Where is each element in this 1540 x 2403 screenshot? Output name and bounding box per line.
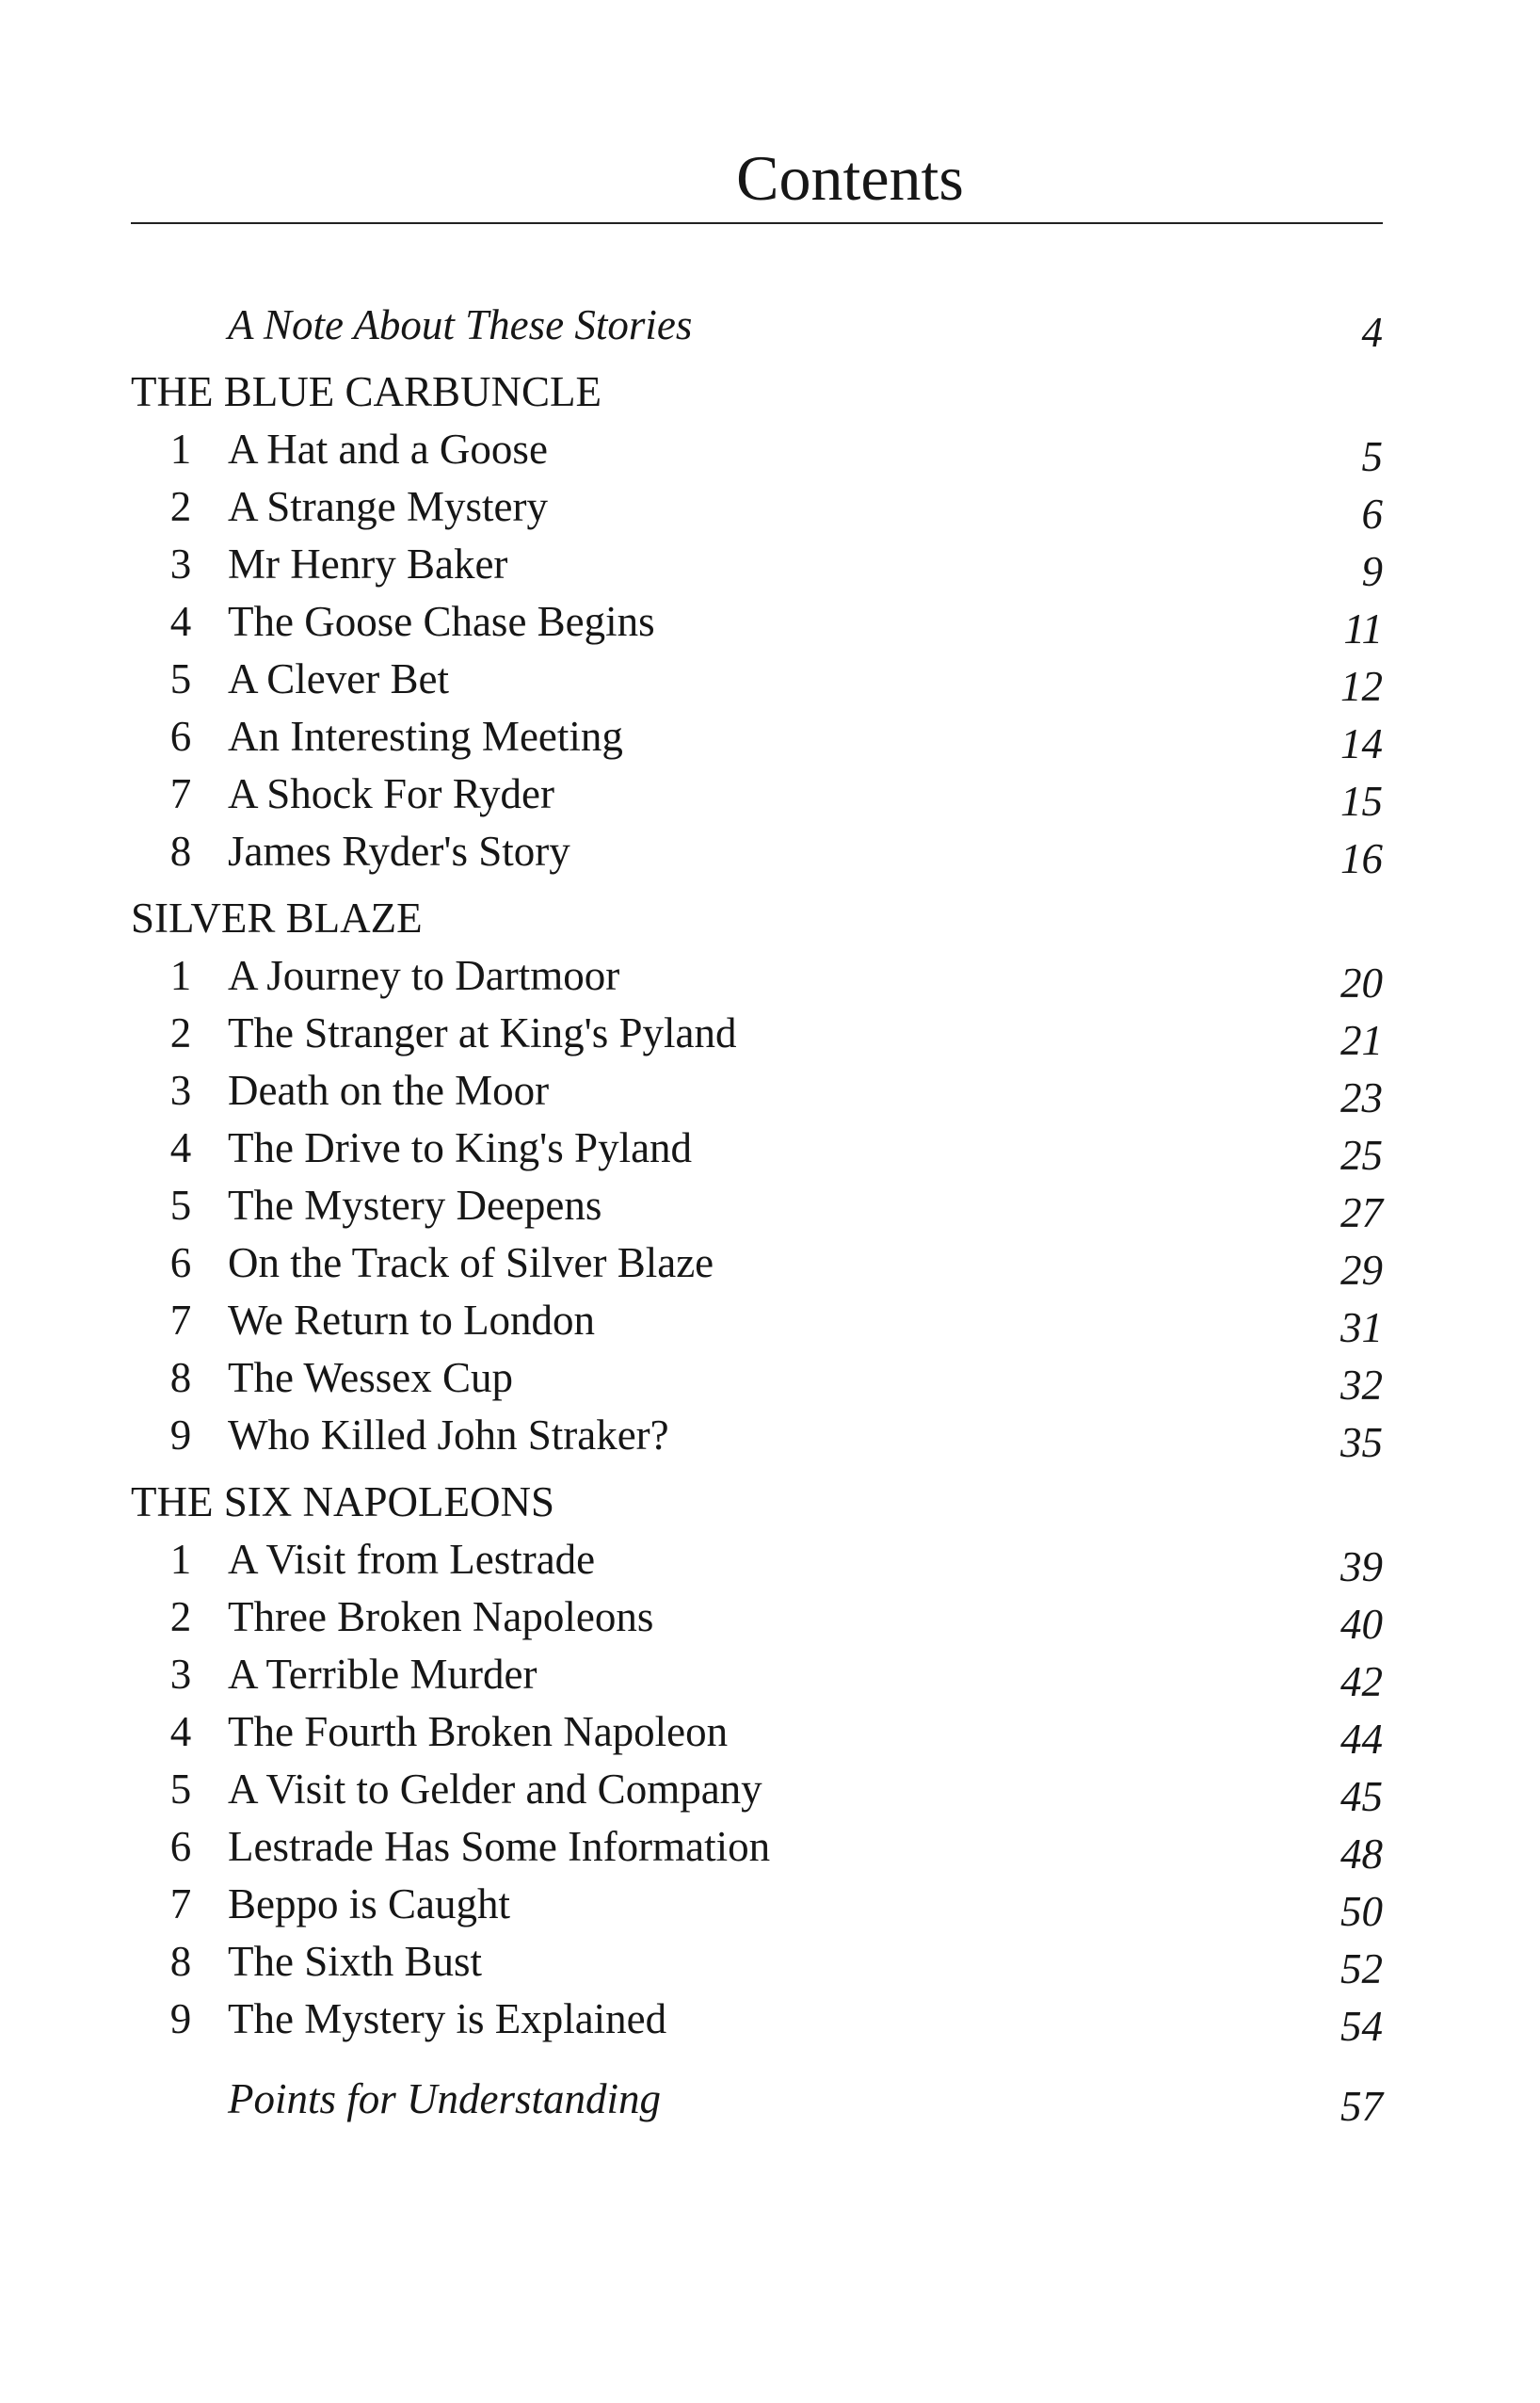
- toc-entry: [131, 1703, 1383, 1761]
- entry-title: A Visit from Lestrade: [228, 1536, 596, 1583]
- toc-section-heading: [131, 890, 1383, 947]
- toc-entry: [131, 1349, 1383, 1407]
- toc-entry: [131, 478, 1383, 536]
- toc-entry: [131, 766, 1383, 823]
- chapter-number: 1: [169, 426, 192, 473]
- toc-entry: [131, 536, 1383, 593]
- table-of-contents: [131, 297, 1383, 2128]
- toc-entry: [131, 1818, 1383, 1876]
- chapter-number: 1: [169, 1536, 192, 1583]
- chapter-number: 9: [169, 1995, 192, 2042]
- toc-entry: [131, 708, 1383, 766]
- entry-title: Mr Henry Baker: [228, 540, 508, 588]
- toc-entry: [131, 2071, 1383, 2128]
- chapter-number: 7: [169, 1297, 192, 1344]
- entry-title: On the Track of Silver Blaze: [228, 1239, 714, 1286]
- toc-entry: [131, 1234, 1383, 1292]
- chapter-number: 5: [169, 1766, 192, 1813]
- entry-title: A Journey to Dartmoor: [228, 952, 620, 999]
- page-number: 50: [1340, 1888, 1383, 1935]
- chapter-number: 3: [169, 540, 192, 588]
- page-title: Contents: [736, 142, 964, 214]
- entry-title: The Goose Chase Begins: [228, 598, 655, 645]
- toc-entry: [131, 1876, 1383, 1933]
- toc-entry: [131, 1062, 1383, 1120]
- chapter-number: 2: [169, 483, 192, 530]
- page-number: 14: [1340, 720, 1383, 767]
- page-number: 20: [1340, 960, 1383, 1007]
- chapter-number: 3: [169, 1067, 192, 1114]
- page-number: 23: [1340, 1074, 1383, 1121]
- chapter-number: 8: [169, 1938, 192, 1985]
- chapter-number: 7: [169, 770, 192, 817]
- entry-title: An Interesting Meeting: [228, 713, 623, 760]
- chapter-number: 3: [169, 1651, 192, 1698]
- page-number: 57: [1340, 2083, 1383, 2130]
- page-number: 6: [1361, 491, 1383, 538]
- toc-entry: [131, 947, 1383, 1005]
- chapter-number: 7: [169, 1880, 192, 1927]
- page-number: 4: [1361, 309, 1383, 356]
- chapter-number: 4: [169, 1124, 192, 1171]
- toc-entry: [131, 1407, 1383, 1464]
- entry-title: The Stranger at King's Pyland: [228, 1009, 737, 1056]
- page-number: 12: [1340, 663, 1383, 710]
- page-number: 29: [1340, 1247, 1383, 1294]
- entry-title: The Sixth Bust: [228, 1938, 483, 1985]
- page-number: 11: [1343, 605, 1383, 653]
- entry-title: The Mystery is Explained: [228, 1995, 667, 2042]
- page-number: 32: [1340, 1362, 1383, 1409]
- page-number: 9: [1361, 548, 1383, 595]
- entry-title: THE BLUE CARBUNCLE: [131, 368, 602, 415]
- toc-section-heading: [131, 363, 1383, 421]
- toc-entry: [131, 1589, 1383, 1646]
- toc-entry: [131, 823, 1383, 880]
- page-number: 25: [1340, 1132, 1383, 1179]
- entry-title: A Hat and a Goose: [228, 426, 548, 473]
- entry-title: Death on the Moor: [228, 1067, 550, 1114]
- entry-title: THE SIX NAPOLEONS: [131, 1478, 554, 1525]
- page-number: 5: [1361, 433, 1383, 480]
- entry-title: Lestrade Has Some Information: [228, 1823, 771, 1870]
- page-number: 40: [1340, 1601, 1383, 1648]
- chapter-number: 2: [169, 1593, 192, 1640]
- toc-entry: [131, 1005, 1383, 1062]
- page-number: 15: [1340, 778, 1383, 825]
- chapter-number: 6: [169, 713, 192, 760]
- page-number: 45: [1340, 1773, 1383, 1820]
- chapter-number: 2: [169, 1009, 192, 1056]
- entry-title: The Mystery Deepens: [228, 1182, 602, 1229]
- entry-title: Beppo is Caught: [228, 1880, 510, 1927]
- toc-entry: [131, 651, 1383, 708]
- chapter-number: 5: [169, 655, 192, 702]
- page-number: 39: [1340, 1543, 1383, 1590]
- toc-entry: [131, 1292, 1383, 1349]
- toc-entry: [131, 1933, 1383, 1991]
- entry-title: Three Broken Napoleons: [228, 1593, 654, 1640]
- chapter-number: 9: [169, 1411, 192, 1459]
- chapter-number: 8: [169, 828, 192, 875]
- entry-title: James Ryder's Story: [228, 828, 570, 875]
- chapter-number: 8: [169, 1354, 192, 1401]
- page-number: 44: [1340, 1716, 1383, 1763]
- entry-title: Who Killed John Straker?: [228, 1411, 669, 1459]
- chapter-number: 6: [169, 1823, 192, 1870]
- page-number: 52: [1340, 1945, 1383, 1992]
- toc-entry: [131, 1646, 1383, 1703]
- chapter-number: 4: [169, 1708, 192, 1755]
- toc-entry: [131, 1177, 1383, 1234]
- entry-title: The Drive to King's Pyland: [228, 1124, 693, 1171]
- toc-entry: [131, 297, 1383, 354]
- page-number: 31: [1340, 1304, 1383, 1351]
- page-number: 42: [1340, 1658, 1383, 1705]
- chapter-number: 4: [169, 598, 192, 645]
- page-number: 21: [1340, 1017, 1383, 1064]
- title-rule: [131, 222, 1383, 224]
- entry-title: A Shock For Ryder: [228, 770, 554, 817]
- toc-entry: [131, 1120, 1383, 1177]
- toc-entry: [131, 1991, 1383, 2048]
- entry-title: SILVER BLAZE: [131, 895, 423, 942]
- chapter-number: 1: [169, 952, 192, 999]
- chapter-number: 6: [169, 1239, 192, 1286]
- entry-title: A Terrible Murder: [228, 1651, 537, 1698]
- entry-title: A Strange Mystery: [228, 483, 548, 530]
- page-number: 48: [1340, 1830, 1383, 1878]
- entry-title: Points for Understanding: [228, 2075, 662, 2122]
- page-number: 35: [1340, 1419, 1383, 1466]
- entry-title: A Clever Bet: [228, 655, 449, 702]
- entry-title: The Fourth Broken Napoleon: [228, 1708, 729, 1755]
- entry-title: A Note About These Stories: [228, 301, 693, 348]
- entry-title: The Wessex Cup: [228, 1354, 514, 1401]
- toc-entry: [131, 421, 1383, 478]
- toc-section-heading: [131, 1474, 1383, 1531]
- page-number: 54: [1340, 2003, 1383, 2050]
- entry-title: We Return to London: [228, 1297, 596, 1344]
- page-number: 16: [1340, 835, 1383, 882]
- toc-entry: [131, 1761, 1383, 1818]
- page-number: 27: [1340, 1189, 1383, 1236]
- chapter-number: 5: [169, 1182, 192, 1229]
- entry-title: A Visit to Gelder and Company: [228, 1766, 762, 1813]
- toc-entry: [131, 593, 1383, 651]
- toc-entry: [131, 1531, 1383, 1589]
